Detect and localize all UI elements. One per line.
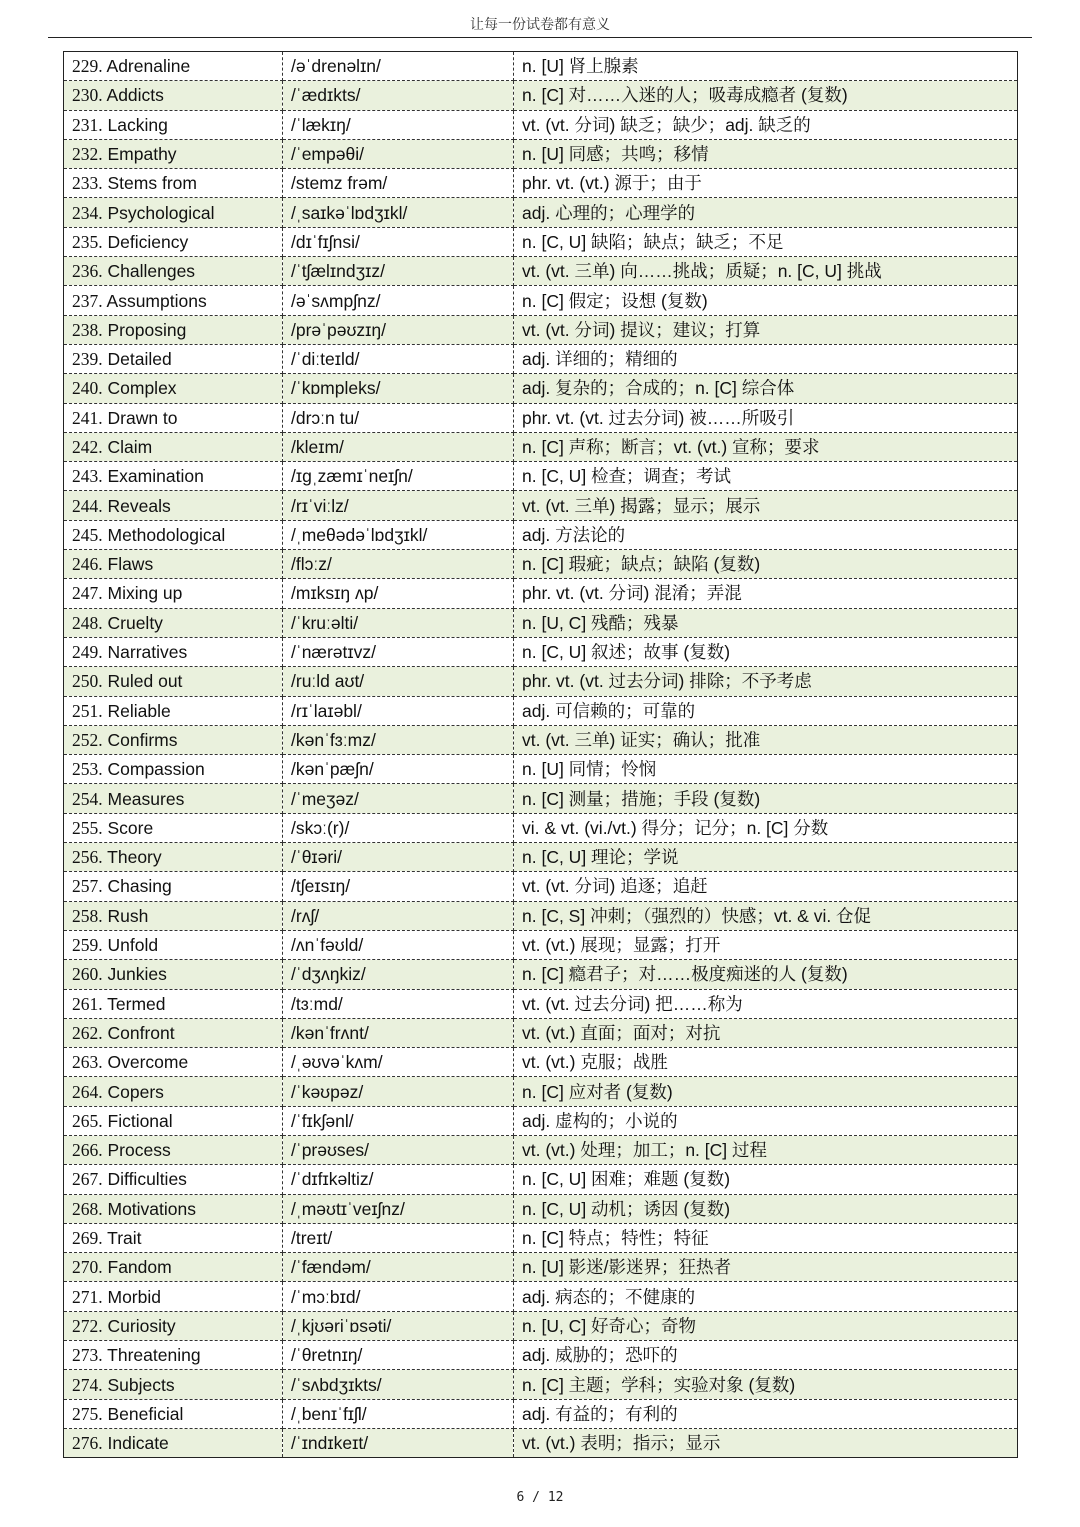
definition-cell: n. [C] 主题；学科；实验对象 (复数) [514, 1370, 1018, 1399]
phonetic-cell: /ˈfɪkʃənl/ [283, 1106, 514, 1135]
word-cell [64, 139, 283, 168]
entry-word: Complex [107, 378, 177, 399]
entry-number: 262. [72, 1022, 103, 1043]
table-row [64, 960, 1018, 989]
entry-word: Compassion [107, 759, 205, 780]
definition-cell: n. [C] 应对者 (复数) [514, 1077, 1018, 1106]
phonetic-cell: /ˈdɪfɪkəltiz/ [283, 1165, 514, 1194]
word-cell [64, 667, 283, 696]
word-cell [64, 1077, 283, 1106]
entry-word: Narratives [107, 642, 188, 663]
table-row [64, 315, 1018, 344]
phonetic-cell: /prəˈpəʊzɪŋ/ [283, 315, 514, 344]
entry-word: Fandom [107, 1257, 172, 1278]
phonetic-cell: /mɪksɪŋ ʌp/ [283, 579, 514, 608]
phonetic-cell: /ˈfændəm/ [283, 1253, 514, 1282]
table-row [64, 491, 1018, 520]
entry-number: 248. [72, 612, 103, 633]
phonetic-cell: /kənˈpæʃn/ [283, 755, 514, 784]
entry-number: 271. [72, 1286, 103, 1307]
definition-cell: vi. & vt. (vi./vt.) 得分；记分；n. [C] 分数 [514, 813, 1018, 842]
table-row [64, 198, 1018, 227]
word-cell [64, 1048, 283, 1077]
entry-number: 255. [72, 817, 103, 838]
definition-cell: phr. vt. (vt.) 源于；由于 [514, 169, 1018, 198]
entry-number: 268. [72, 1198, 103, 1219]
table-row [64, 1165, 1018, 1194]
entry-word: Threatening [107, 1345, 201, 1366]
table-row [64, 755, 1018, 784]
page-number: 6 / 12 [516, 1490, 564, 1505]
phonetic-cell: /dɪˈfɪʃnsi/ [283, 227, 514, 256]
entry-word: Difficulties [107, 1169, 187, 1190]
entry-word: Drawn to [107, 407, 178, 428]
table-row [64, 667, 1018, 696]
definition-cell: adj. 有益的；有利的 [514, 1399, 1018, 1428]
entry-word: Adrenaline [106, 56, 191, 77]
word-cell [64, 227, 283, 256]
entry-number: 235. [72, 231, 103, 252]
word-cell [64, 550, 283, 579]
definition-cell: n. [C, U] 困难；难题 (复数) [514, 1165, 1018, 1194]
table-row [64, 1135, 1018, 1164]
definition-cell: n. [C, U] 动机；诱因 (复数) [514, 1194, 1018, 1223]
table-row [64, 550, 1018, 579]
table-row [64, 579, 1018, 608]
entry-number: 236. [72, 261, 103, 282]
entry-word: Junkies [107, 964, 167, 985]
phonetic-cell: /kənˈfɜːmz/ [283, 725, 514, 754]
word-cell [64, 1135, 283, 1164]
phonetic-cell: /treɪt/ [283, 1223, 514, 1252]
entry-word: Flaws [107, 554, 154, 575]
entry-word: Curiosity [107, 1315, 176, 1336]
table-row [64, 843, 1018, 872]
table-row [64, 608, 1018, 637]
phonetic-cell: /ˈmɔːbɪd/ [283, 1282, 514, 1311]
phonetic-cell: /ˈkəʊpəz/ [283, 1077, 514, 1106]
phonetic-cell: /rɪˈviːlz/ [283, 491, 514, 520]
word-cell [64, 198, 283, 227]
entry-word: Addicts [106, 85, 164, 106]
phonetic-cell: /ˌməʊtɪˈveɪʃnz/ [283, 1194, 514, 1223]
table-row [64, 1370, 1018, 1399]
entry-number: 266. [72, 1140, 103, 1161]
entry-word: Proposing [107, 319, 187, 340]
entry-number: 261. [72, 993, 103, 1014]
phonetic-cell: /ɪɡˌzæmɪˈneɪʃn/ [283, 462, 514, 491]
definition-cell: phr. vt. (vt. 分词) 混淆；弄混 [514, 579, 1018, 608]
table-row [64, 462, 1018, 491]
definition-cell: n. [C] 瘾君子；对……极度痴迷的人 (复数) [514, 960, 1018, 989]
definition-cell: adj. 虚构的；小说的 [514, 1106, 1018, 1135]
entry-number: 240. [72, 378, 103, 399]
definition-cell: vt. (vt.) 展现；显露；打开 [514, 930, 1018, 959]
table-row [64, 1282, 1018, 1311]
word-cell [64, 169, 283, 198]
definition-cell: n. [C, U] 缺陷；缺点；缺乏；不足 [514, 227, 1018, 256]
entry-word: Cruelty [107, 612, 163, 633]
phonetic-cell: /kleɪm/ [283, 432, 514, 461]
table-row [64, 696, 1018, 725]
definition-cell: n. [C] 瑕疵；缺点；缺陷 (复数) [514, 550, 1018, 579]
table-row [64, 432, 1018, 461]
definition-cell: vt. (vt. 三单) 揭露；显示；展示 [514, 491, 1018, 520]
table-row [64, 227, 1018, 256]
entry-number: 230. [72, 85, 103, 106]
table-row [64, 344, 1018, 373]
word-cell [64, 286, 283, 315]
entry-word: Methodological [107, 524, 226, 545]
phonetic-cell: /ˌkjʊəriˈɒsəti/ [283, 1311, 514, 1340]
word-cell [64, 843, 283, 872]
entry-number: 276. [72, 1433, 103, 1454]
table-row [64, 1311, 1018, 1340]
entry-word: Copers [107, 1081, 164, 1102]
entry-word: Reliable [107, 700, 171, 721]
phonetic-cell: /ˈempəθi/ [283, 139, 514, 168]
word-cell [64, 81, 283, 110]
entry-number: 229. [72, 56, 103, 77]
word-cell [64, 1253, 283, 1282]
phonetic-cell: /ˈnærətɪvz/ [283, 637, 514, 666]
phonetic-cell: /ˈsʌbdʒɪkts/ [283, 1370, 514, 1399]
phonetic-cell: /rɪˈlaɪəbl/ [283, 696, 514, 725]
phonetic-cell: /skɔː(r)/ [283, 813, 514, 842]
word-cell [64, 901, 283, 930]
phonetic-cell: /ˈprəʊses/ [283, 1135, 514, 1164]
definition-cell: adj. 详细的；精细的 [514, 344, 1018, 373]
phonetic-cell: /ˈdʒʌŋkiz/ [283, 960, 514, 989]
word-cell [64, 725, 283, 754]
entry-word: Unfold [107, 935, 159, 956]
entry-word: Ruled out [107, 671, 183, 692]
phonetic-cell: /ˈdiːteɪld/ [283, 344, 514, 373]
word-cell [64, 755, 283, 784]
entry-word: Mixing up [107, 583, 183, 604]
entry-number: 237. [72, 290, 103, 311]
definition-cell: vt. (vt.) 处理；加工；n. [C] 过程 [514, 1135, 1018, 1164]
phonetic-cell: /ˈmeʒəz/ [283, 784, 514, 813]
word-cell [64, 462, 283, 491]
entry-number: 253. [72, 759, 103, 780]
entry-number: 247. [72, 583, 103, 604]
entry-number: 274. [72, 1374, 103, 1395]
phonetic-cell: /ruːld aʊt/ [283, 667, 514, 696]
table-row [64, 1428, 1018, 1457]
word-cell [64, 1341, 283, 1370]
word-cell [64, 930, 283, 959]
entry-number: 254. [72, 788, 103, 809]
definition-cell: vt. (vt.) 克服；战胜 [514, 1048, 1018, 1077]
table-row [64, 989, 1018, 1018]
entry-word: Process [107, 1140, 171, 1161]
entry-word: Rush [107, 905, 149, 926]
table-row [64, 1399, 1018, 1428]
definition-cell: vt. (vt. 分词) 缺乏；缺少；adj. 缺乏的 [514, 110, 1018, 139]
definition-cell: vt. (vt. 分词) 追逐；追赶 [514, 872, 1018, 901]
definition-cell: n. [C] 对……入迷的人；吸毒成瘾者 (复数) [514, 81, 1018, 110]
word-cell [64, 1399, 283, 1428]
phonetic-cell: /tʃeɪsɪŋ/ [283, 872, 514, 901]
word-cell [64, 257, 283, 286]
table-row [64, 930, 1018, 959]
entry-word: Assumptions [106, 290, 207, 311]
table-row [64, 81, 1018, 110]
phonetic-cell: /ˌbenɪˈfɪʃl/ [283, 1399, 514, 1428]
phonetic-cell: /stemz frəm/ [283, 169, 514, 198]
table-row [64, 784, 1018, 813]
entry-word: Stems from [107, 173, 197, 194]
entry-number: 238. [72, 319, 103, 340]
table-row [64, 813, 1018, 842]
word-cell [64, 813, 283, 842]
definition-cell: n. [C] 假定；设想 (复数) [514, 286, 1018, 315]
word-cell [64, 1311, 283, 1340]
phonetic-cell: /ˌəʊvəˈkʌm/ [283, 1048, 514, 1077]
word-cell [64, 1165, 283, 1194]
word-cell [64, 637, 283, 666]
entry-number: 233. [72, 173, 103, 194]
entry-word: Examination [107, 466, 204, 487]
header-divider [48, 37, 1032, 38]
entry-number: 269. [72, 1228, 103, 1249]
table-row [64, 1253, 1018, 1282]
table-row [64, 520, 1018, 549]
word-cell [64, 1370, 283, 1399]
entry-word: Score [107, 817, 154, 838]
definition-cell: phr. vt. (vt. 过去分词) 被……所吸引 [514, 403, 1018, 432]
table-row [64, 725, 1018, 754]
phonetic-cell: /ˌsaɪkəˈlɒdʒɪkl/ [283, 198, 514, 227]
phonetic-cell: /flɔːz/ [283, 550, 514, 579]
entry-word: Overcome [107, 1052, 189, 1073]
definition-cell: vt. (vt.) 表明；指示；显示 [514, 1428, 1018, 1457]
page-header: 让每一份试卷都有意义 [470, 17, 610, 33]
phonetic-cell: /ˈædɪkts/ [283, 81, 514, 110]
table-row [64, 1341, 1018, 1370]
entry-number: 257. [72, 876, 103, 897]
definition-cell: adj. 心理的；心理学的 [514, 198, 1018, 227]
entry-word: Theory [107, 847, 162, 868]
entry-number: 275. [72, 1403, 103, 1424]
table-row [64, 403, 1018, 432]
entry-number: 272. [72, 1315, 103, 1336]
entry-word: Fictional [107, 1110, 173, 1131]
entry-word: Subjects [107, 1374, 175, 1395]
word-cell [64, 989, 283, 1018]
phonetic-cell: /kənˈfrʌnt/ [283, 1018, 514, 1047]
word-cell [64, 432, 283, 461]
definition-cell: vt. (vt.) 直面；面对；对抗 [514, 1018, 1018, 1047]
word-cell [64, 520, 283, 549]
entry-number: 246. [72, 554, 103, 575]
phonetic-cell: /əˈsʌmpʃnz/ [283, 286, 514, 315]
entry-word: Morbid [107, 1286, 161, 1307]
entry-word: Empathy [107, 144, 177, 165]
table-row [64, 52, 1018, 81]
definition-cell: n. [C] 测量；措施；手段 (复数) [514, 784, 1018, 813]
word-cell [64, 1106, 283, 1135]
word-cell [64, 1223, 283, 1252]
definition-cell: adj. 复杂的；合成的；n. [C] 综合体 [514, 374, 1018, 403]
entry-number: 245. [72, 524, 103, 545]
table-row [64, 374, 1018, 403]
definition-cell: adj. 可信赖的；可靠的 [514, 696, 1018, 725]
word-cell [64, 696, 283, 725]
table-row [64, 1106, 1018, 1135]
entry-number: 231. [72, 114, 103, 135]
entry-word: Challenges [107, 261, 196, 282]
entry-word: Beneficial [107, 1403, 184, 1424]
phonetic-cell: /rʌʃ/ [283, 901, 514, 930]
table-row [64, 1194, 1018, 1223]
entry-number: 249. [72, 642, 103, 663]
word-cell [64, 1194, 283, 1223]
definition-cell: n. [U] 影迷/影迷界；狂热者 [514, 1253, 1018, 1282]
definition-cell: n. [U, C] 好奇心；奇物 [514, 1311, 1018, 1340]
word-cell [64, 784, 283, 813]
entry-number: 270. [72, 1257, 103, 1278]
word-cell [64, 110, 283, 139]
word-cell [64, 315, 283, 344]
word-cell [64, 491, 283, 520]
entry-number: 250. [72, 671, 103, 692]
definition-cell: adj. 威胁的；恐吓的 [514, 1341, 1018, 1370]
table-row [64, 286, 1018, 315]
entry-number: 260. [72, 964, 103, 985]
definition-cell: n. [U] 同情；怜悯 [514, 755, 1018, 784]
definition-cell: vt. (vt. 三单) 向……挑战；质疑；n. [C, U] 挑战 [514, 257, 1018, 286]
vocabulary-table [63, 51, 1018, 1458]
word-cell [64, 579, 283, 608]
entry-number: 251. [72, 700, 103, 721]
word-cell [64, 344, 283, 373]
definition-cell: n. [C, U] 叙述；故事 (复数) [514, 637, 1018, 666]
entry-word: Confirms [107, 729, 178, 750]
table-row [64, 169, 1018, 198]
definition-cell: adj. 病态的；不健康的 [514, 1282, 1018, 1311]
word-cell [64, 1282, 283, 1311]
definition-cell: n. [U, C] 残酷；残暴 [514, 608, 1018, 637]
entry-number: 263. [72, 1052, 103, 1073]
entry-number: 232. [72, 144, 103, 165]
table-row [64, 110, 1018, 139]
entry-number: 273. [72, 1345, 103, 1366]
definition-cell: vt. (vt. 三单) 证实；确认；批准 [514, 725, 1018, 754]
entry-number: 264. [72, 1081, 103, 1102]
word-cell [64, 374, 283, 403]
entry-word: Motivations [107, 1198, 197, 1219]
definition-cell: adj. 方法论的 [514, 520, 1018, 549]
entry-number: 241. [72, 407, 103, 428]
entry-number: 267. [72, 1169, 103, 1190]
table-row [64, 1018, 1018, 1047]
entry-number: 242. [72, 437, 103, 457]
entry-word: Confront [107, 1022, 175, 1043]
definition-cell: phr. vt. (vt. 过去分词) 排除；不予考虑 [514, 667, 1018, 696]
definition-cell: n. [C, U] 检查；调查；考试 [514, 462, 1018, 491]
table-row [64, 1223, 1018, 1252]
definition-cell: n. [U] 肾上腺素 [514, 52, 1018, 81]
word-cell [64, 1428, 283, 1457]
phonetic-cell: /əˈdrenəlɪn/ [283, 52, 514, 81]
phonetic-cell: /ʌnˈfəʊld/ [283, 930, 514, 959]
table-row [64, 139, 1018, 168]
entry-number: 259. [72, 935, 103, 956]
definition-cell: vt. (vt. 分词) 提议；建议；打算 [514, 315, 1018, 344]
word-cell [64, 1018, 283, 1047]
word-cell [64, 960, 283, 989]
entry-word: Reveals [107, 495, 171, 516]
phonetic-cell: /ˌmeθədəˈlɒdʒɪkl/ [283, 520, 514, 549]
phonetic-cell: /ˈkruːəlti/ [283, 608, 514, 637]
phonetic-cell: /drɔːn tu/ [283, 403, 514, 432]
definition-cell: n. [C, S] 冲刺；（强烈的）快感；vt. & vi. 仓促 [514, 901, 1018, 930]
vocabulary-table-body [64, 52, 1018, 1458]
entry-word: Measures [107, 788, 185, 809]
entry-number: 234. [72, 202, 103, 223]
phonetic-cell: /ˈɪndɪkeɪt/ [283, 1428, 514, 1457]
word-cell [64, 872, 283, 901]
definition-cell: n. [C] 声称；断言；vt. (vt.) 宣称；要求 [514, 432, 1018, 461]
word-cell [64, 403, 283, 432]
definition-cell: n. [U] 同感；共鸣；移情 [514, 139, 1018, 168]
table-row [64, 901, 1018, 930]
table-row [64, 257, 1018, 286]
word-cell [64, 52, 283, 81]
entry-number: 256. [72, 847, 103, 868]
entry-number: 252. [72, 729, 103, 750]
phonetic-cell: /tɜːmd/ [283, 989, 514, 1018]
entry-word: Deficiency [107, 231, 189, 252]
entry-word: Lacking [107, 114, 168, 135]
table-row [64, 637, 1018, 666]
definition-cell: n. [C, U] 理论；学说 [514, 843, 1018, 872]
phonetic-cell: /ˈlækɪŋ/ [283, 110, 514, 139]
entry-number: 244. [72, 495, 103, 516]
table-row [64, 1048, 1018, 1077]
phonetic-cell: /ˈθretnɪŋ/ [283, 1341, 514, 1370]
entry-word: Psychological [107, 202, 215, 223]
definition-cell: vt. (vt. 过去分词) 把……称为 [514, 989, 1018, 1018]
table-row [64, 872, 1018, 901]
entry-word: Claim [107, 437, 153, 457]
entry-number: 258. [72, 905, 103, 926]
entry-word: Chasing [107, 876, 172, 897]
entry-word: Indicate [107, 1433, 169, 1454]
definition-cell: n. [C] 特点；特性；特征 [514, 1223, 1018, 1252]
entry-number: 265. [72, 1110, 103, 1131]
phonetic-cell: /ˈtʃælɪndʒɪz/ [283, 257, 514, 286]
table-row [64, 1077, 1018, 1106]
entry-word: Detailed [107, 349, 172, 370]
entry-number: 243. [72, 466, 103, 487]
phonetic-cell: /ˈθɪəri/ [283, 843, 514, 872]
phonetic-cell: /ˈkɒmpleks/ [283, 374, 514, 403]
entry-word: Termed [107, 993, 166, 1014]
entry-number: 239. [72, 349, 103, 370]
entry-word: Trait [107, 1228, 142, 1249]
word-cell [64, 608, 283, 637]
